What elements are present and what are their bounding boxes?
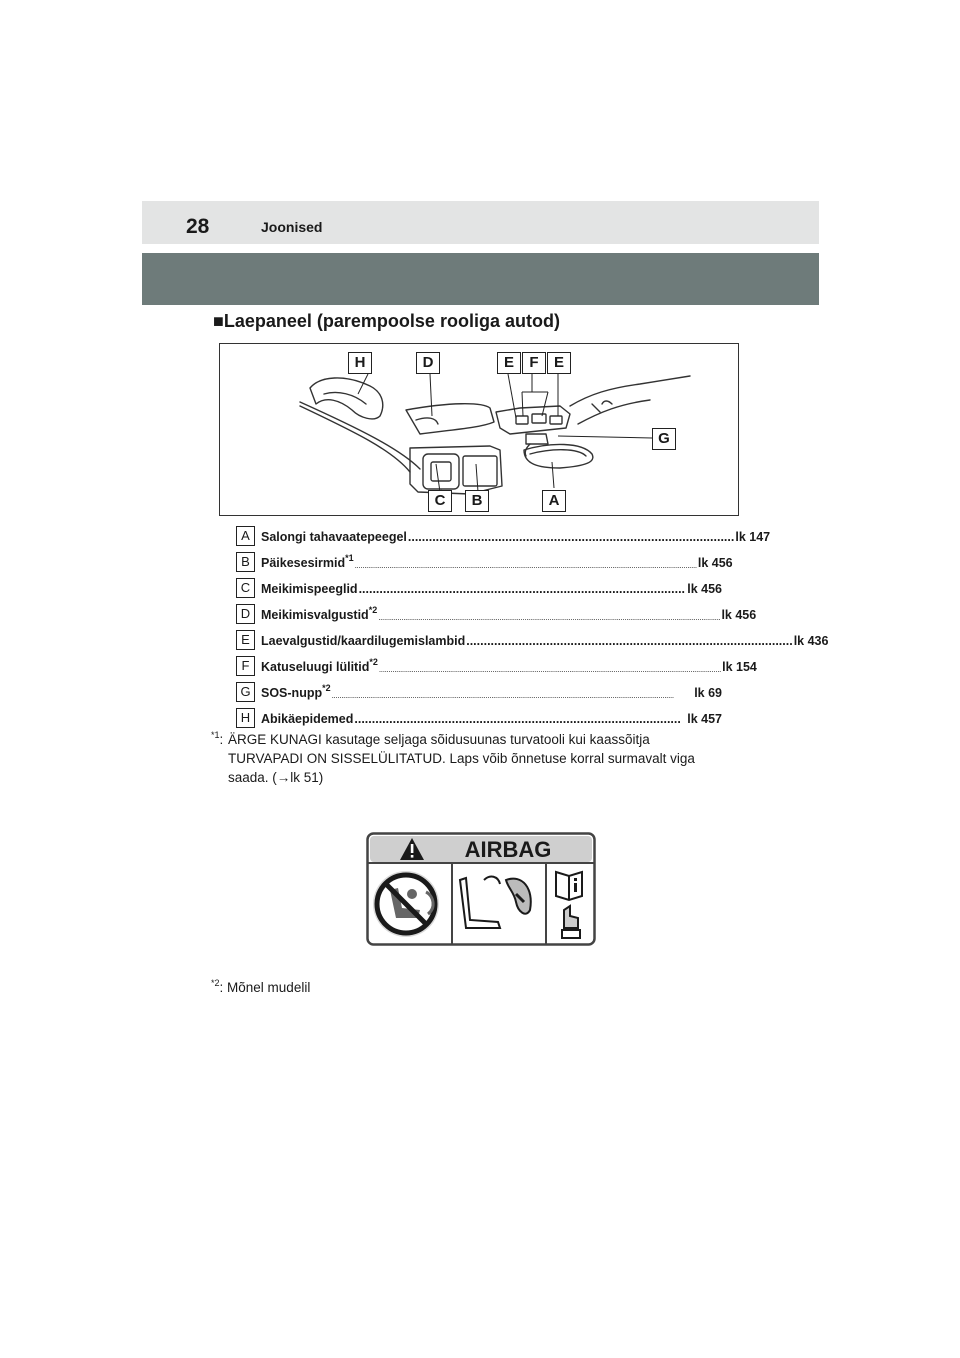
footnote-ref: *2 (368, 604, 378, 615)
leader-dots: .................................................................................................................................................................................. (354, 561, 697, 570)
chapter-title: Joonised (261, 219, 323, 235)
callout-c: C (428, 490, 452, 512)
legend-label: Abikäepidemed (261, 712, 354, 726)
leader-dots: .................................................................................................................................................................................. (331, 691, 674, 700)
legend-key: C (236, 578, 255, 598)
legend-label: Salongi tahavaatepeegel (261, 530, 407, 544)
legend-item-b (236, 552, 733, 574)
leader-dots: .............................................................................................. (407, 530, 735, 544)
leader-dots: .................................................................................................................................................................................. (378, 665, 722, 674)
footnote-2: $^{*2}$: Mõnel mudelil (211, 977, 311, 995)
callout-b: B (465, 490, 489, 512)
no-child-seat-icon (373, 871, 439, 937)
callout-g: G (652, 428, 676, 450)
airbag-warning-label (366, 832, 596, 951)
legend-item-h (236, 708, 722, 730)
legend-page-ref: lk 436 (793, 634, 829, 648)
legend-label: SOS-nupp (261, 686, 323, 700)
legend-key: E (236, 630, 255, 650)
callout-f: F (522, 352, 546, 374)
legend-item-d (236, 604, 757, 626)
callout-a: A (542, 490, 566, 512)
square-bullet-icon: ■ (213, 311, 224, 331)
legend-label: Meikimisvalgustid (261, 608, 369, 622)
legend-page-ref: lk 147 (735, 530, 771, 544)
leader-dots: .............................................................................................. (358, 582, 686, 596)
section-title: Laepaneel (parempoolse rooliga autod) (223, 311, 560, 331)
legend-key: D (236, 604, 255, 624)
callout-d: D (416, 352, 440, 374)
airbag-title: AIRBAG (464, 837, 552, 862)
legend-label: Katuseluugi lülitid (261, 660, 370, 674)
overhead-console-figure (219, 343, 739, 516)
legend-page-ref: lk 154 (722, 660, 757, 674)
legend-page-ref: lk 456 (697, 556, 733, 570)
footnote-text: ÄRGE KUNAGI kasutage seljaga sõidusuunas turvatooli kui kaassõitja TURVAPADI ON SISSELÜLITATUD. Laps võib õnnetuse korral surmavalt viga saada. (→lk 51) (228, 732, 695, 785)
callout-e-left: E (497, 352, 521, 374)
footnote-ref: *2 (322, 682, 331, 693)
legend-item-g (236, 682, 722, 704)
section-heading (213, 309, 560, 333)
legend-label: Meikimispeeglid (261, 582, 358, 596)
airbag-warning-drawing (366, 832, 596, 946)
legend-label: Laevalgustid/kaardilugemislambid (261, 634, 466, 648)
section-band (142, 253, 819, 305)
legend-item-a (236, 526, 771, 548)
legend-key: G (236, 682, 255, 702)
legend-key: F (236, 656, 255, 676)
legend-page-ref: lk 456 (721, 608, 757, 622)
footnote-marker: *2 (211, 977, 220, 988)
legend-page-ref: lk 456 (687, 582, 722, 596)
legend-key: A (236, 526, 255, 546)
footnote-ref: *2 (369, 656, 378, 667)
footnote-text: Mõnel mudelil (227, 980, 311, 995)
page-number: 28 (186, 215, 210, 238)
legend-key: H (236, 708, 255, 728)
callout-h: H (348, 352, 372, 374)
leader-dots: .............................................................................................. (466, 634, 793, 648)
leader-dots: .................................................................................................................................................................................. (378, 613, 721, 622)
legend-item-f (236, 656, 757, 678)
footnote-ref: *1 (345, 552, 354, 563)
legend-key: B (236, 552, 255, 572)
legend-label: Päikesesirmid (261, 556, 346, 570)
legend-item-c (236, 578, 722, 600)
leader-dots: .............................................................................................. (354, 712, 681, 726)
header-bar (142, 201, 819, 244)
legend-item-e (236, 630, 829, 652)
legend-page-ref: lk 457 (687, 712, 722, 726)
callout-e-right: E (547, 352, 571, 374)
footnote-marker: *1 (211, 729, 220, 740)
legend-page-ref: lk 69 (694, 686, 722, 700)
